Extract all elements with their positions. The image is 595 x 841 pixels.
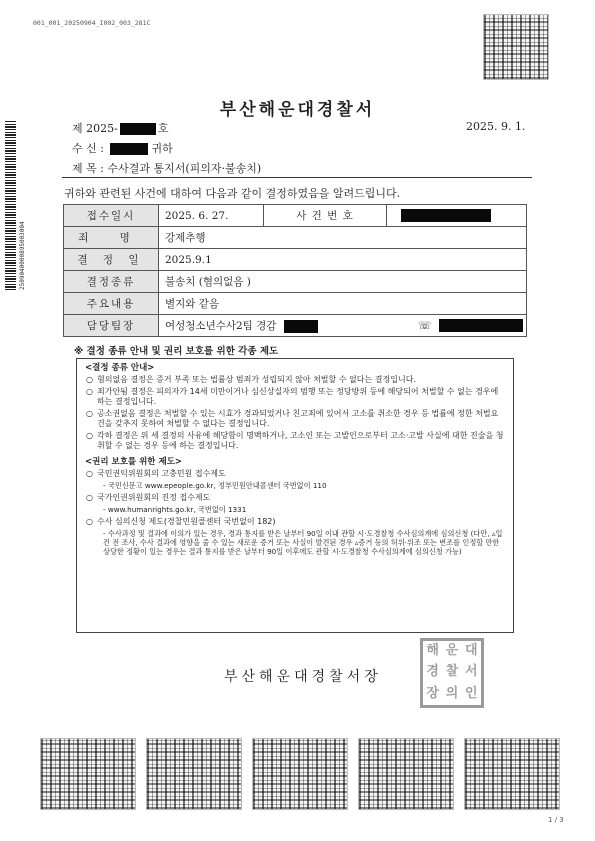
list-item	[77, 387, 505, 407]
table-row	[64, 227, 527, 249]
security-pattern	[358, 738, 454, 810]
seal-char: 장	[426, 685, 439, 701]
intro-text: 귀하와 관련된 사건에 대하여 다음과 같이 결정하였음을 알려드립니다.	[64, 187, 401, 200]
list-item	[77, 431, 505, 451]
doc-no-prefix: 제 2025-	[72, 122, 118, 135]
case-no-value	[387, 205, 527, 227]
right-title: 수사 심의신청 제도(경찰민원콜센터 국번없이 182)	[97, 517, 276, 526]
officer-label: 담당팀장	[64, 315, 159, 337]
table-row	[64, 293, 527, 315]
security-pattern	[146, 738, 242, 810]
type-text: 각하 결정은 위 세 결정의 사유에 해당함이 명백하거나, 고소인 또는 고발인으로부터 고소·고발 사실에 대한 진술을 청취할 수 없는 경우 등에 하는 결정입니다.	[97, 431, 504, 450]
officer: 여성청소년수사2팀 경감	[165, 320, 277, 332]
bullet-icon: ○	[86, 493, 93, 502]
right-detail: - 국민신문고 www.epeople.go.kr, 정부민원안내콜센터 국번없이 110	[103, 481, 327, 490]
document-date: 2025. 9. 1.	[466, 120, 526, 133]
type-text: 혐의없음 결정은 증거 부족 또는 법률상 범죄가 성립되지 않아 처벌할 수 없다는 결정입니다.	[97, 375, 416, 384]
main-content-label: 주요내용	[64, 293, 159, 315]
received-date: 2025. 6. 27.	[159, 205, 264, 227]
table-row	[64, 205, 527, 227]
subject-line	[72, 160, 261, 176]
received-date-label: 접수일시	[64, 205, 159, 227]
document-number	[72, 120, 168, 136]
seal-char: 찰	[445, 664, 459, 680]
type-text: 공소권없음 결정은 처벌할 수 있는 시효가 경과되었거나 친고죄에 있어서 고소를 취소한 경우 등 법률에 정한 처벌요건을 갖추지 못하여 처벌할 수 없다는 결정입니다.	[97, 409, 499, 428]
right-title: 국민권익위원회의 고충민원 접수제도	[97, 469, 226, 478]
redaction	[439, 319, 523, 332]
subject: 수사결과 통지서(피의자·불송치)	[107, 162, 262, 175]
right-title: 국가인권위원회의 진정 접수제도	[97, 493, 211, 502]
recipient-line	[72, 140, 173, 156]
subject-label: 제 목 :	[72, 162, 104, 175]
qr-code-top	[483, 14, 549, 80]
bullet-icon: ○	[86, 431, 93, 440]
bullet-icon: ○	[86, 387, 93, 396]
case-info-table	[63, 204, 527, 337]
seal-char: 인	[465, 685, 478, 701]
seal-char: 경	[426, 664, 439, 680]
list-item	[77, 517, 505, 527]
charge: 강제추행	[159, 227, 527, 249]
recipient-label: 수 신 :	[72, 142, 104, 155]
agency-title: 부산해운대경찰서	[219, 100, 376, 120]
redaction	[401, 209, 491, 222]
type-text: 죄가안됨 결정은 피의자가 14세 미만이거나 심신상실자의 범행 또는 정당방위 등에 해당되어 처벌할 수 없는 경우에 하는 결정입니다.	[97, 387, 499, 406]
side-barcode	[5, 120, 16, 290]
document-id: 001_001_20250904_I002_003_281C	[33, 19, 151, 27]
seal-char: 운	[445, 643, 459, 658]
decision-date-label: 결 정 일	[64, 249, 159, 271]
list-item	[77, 409, 505, 429]
seal-char: 대	[465, 643, 478, 658]
page-number: 1 / 3	[548, 816, 564, 824]
redaction	[284, 320, 318, 333]
security-pattern	[40, 738, 136, 810]
types-heading: <결정 종류 안내>	[85, 363, 155, 373]
decision-type-label: 결정종류	[64, 271, 159, 293]
bullet-icon: ○	[86, 469, 93, 478]
side-code: 2509040000895003004	[19, 221, 26, 290]
security-pattern	[464, 738, 560, 810]
right-detail: - 수사과정 및 결과에 이의가 있는 경우, 경과 통지를 받은 날부터 90일 이내 관할 시·도경찰청 수사심의계에 심의신청 (다만, ▵입건 전 조사, 수사 결과에 영향을 줄 수 있는 새로운 증거 또는 사실이 발견된 경우 ▵증거 등의 허위·위조 또는 변조를 인정할 만한 상당한 정황이 있는 경우는 결과 통지를 받은 날부터 90일 이후에도 관할 시·도경찰청 수사심의계에 심의신청 가능)	[103, 529, 503, 556]
list-item	[77, 493, 505, 503]
header-divider	[62, 177, 532, 178]
list-item	[77, 375, 505, 385]
charge-label: 죄 명	[64, 227, 159, 249]
main-content: 별지와 같음	[159, 293, 527, 315]
guide-box	[76, 358, 514, 633]
security-pattern	[252, 738, 348, 810]
table-row	[64, 271, 527, 293]
bullet-icon: ○	[86, 517, 93, 526]
recipient-suffix: 귀하	[151, 142, 173, 155]
decision-date: 2025.9.1	[159, 249, 527, 271]
table-row	[64, 249, 527, 271]
table-row	[64, 315, 527, 337]
seal-char: 의	[445, 685, 459, 701]
official-seal	[420, 638, 484, 708]
redaction	[120, 123, 156, 135]
list-item	[77, 469, 505, 479]
redaction	[110, 143, 148, 155]
right-detail: - www.humanrights.go.kr, 국번없이 1331	[103, 505, 247, 514]
bullet-icon: ○	[86, 375, 93, 384]
seal-char: 서	[465, 664, 478, 680]
rights-heading: <권리 보호를 위한 제도>	[85, 457, 183, 467]
notice-heading: ※ 결정 종류 안내 및 권리 보호를 위한 각종 제도	[74, 346, 279, 357]
case-no-label: 사 건 번 호	[264, 205, 387, 227]
bullet-icon: ○	[86, 409, 93, 418]
seal-char: 해	[426, 643, 439, 658]
officer-cell	[159, 315, 527, 337]
phone-icon: ☏	[418, 319, 432, 332]
decision-type: 불송치 (혐의없음 )	[159, 271, 527, 293]
doc-no-suffix: 호	[157, 122, 169, 135]
footer-signature: 부산해운대경찰서장	[224, 669, 382, 685]
